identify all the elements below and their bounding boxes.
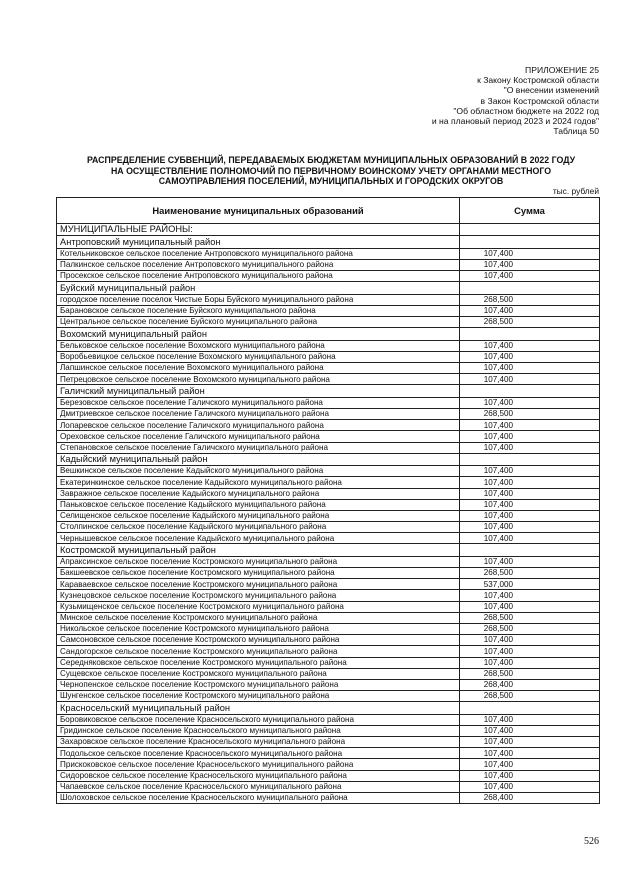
municipality-name-cell: Центральное сельское поселение Буйского муниципального района (57, 317, 460, 328)
amount-cell: 107,400 (460, 725, 600, 736)
municipality-name-cell: Захаровское сельское поселение Красносельского муниципального района (57, 737, 460, 748)
municipality-name-cell: Палкинское сельское поселение Антроповского муниципального района (57, 259, 460, 270)
amount-cell: 107,400 (460, 657, 600, 668)
column-header-name: Наименование муниципальных образований (57, 198, 460, 224)
column-header-amount: Сумма (460, 198, 600, 224)
title-line: РАСПРЕДЕЛЕНИЕ СУБВЕНЦИЙ, ПЕРЕДАВАЕМЫХ БЮДЖЕТАМ МУНИЦИПАЛЬНЫХ ОБРАЗОВАНИЙ В 2022 ГОДУ (86, 155, 576, 165)
amount-cell: 107,400 (460, 305, 600, 316)
subventions-table (56, 197, 600, 804)
amount-cell: 268,500 (460, 691, 600, 702)
municipality-name-cell: Самсоновское сельское поселение Костромского муниципального района (57, 635, 460, 646)
municipality-name-cell: Селищенское сельское поселение Кадыйского муниципального района (57, 510, 460, 521)
municipality-name-cell: Ореховское сельское поселение Галичского муниципального района (57, 431, 460, 442)
municipality-name-cell: Караваевское сельское поселение Костромского муниципального района (57, 579, 460, 590)
table-row (57, 259, 600, 270)
table-row (57, 510, 600, 521)
amount-cell (460, 544, 600, 556)
municipality-name-cell: Столпинское сельское поселение Кадыйского муниципального района (57, 522, 460, 533)
table-row (57, 568, 600, 579)
municipality-name-cell: Воробьевицкое сельское поселение Вохомского муниципального района (57, 351, 460, 362)
table-row (57, 271, 600, 282)
appendix-line: "О внесении изменений (503, 85, 599, 96)
table-row (57, 533, 600, 544)
table-row (57, 623, 600, 634)
table-row (57, 725, 600, 736)
municipality-name-cell: Паньковское сельское поселение Кадыйского муниципального района (57, 499, 460, 510)
table-row (57, 248, 600, 259)
table-row (57, 374, 600, 385)
municipality-name-cell: Шунгенское сельское поселение Костромского муниципального района (57, 691, 460, 702)
amount-cell: 107,400 (460, 759, 600, 770)
section-row (57, 236, 600, 248)
amount-cell: 107,400 (460, 248, 600, 259)
amount-cell: 268,500 (460, 409, 600, 420)
municipality-name-cell: Сидоровское сельское поселение Красносельского муниципального района (57, 770, 460, 781)
table-row (57, 363, 600, 374)
amount-cell: 268,500 (460, 668, 600, 679)
amount-cell: 537,000 (460, 579, 600, 590)
municipality-name-cell: Степановское сельское поселение Галичского муниципального района (57, 442, 460, 453)
amount-cell: 107,400 (460, 601, 600, 612)
table-row (57, 488, 600, 499)
municipality-name-cell: Березовское сельское поселение Галичского муниципального района (57, 397, 460, 408)
municipality-name-cell: Кузнецовское сельское поселение Костромского муниципального района (57, 590, 460, 601)
amount-cell: 107,400 (460, 781, 600, 792)
table-row (57, 646, 600, 657)
municipality-name-cell: Петрецовское сельское поселение Вохомского муниципального района (57, 374, 460, 385)
section-row (57, 224, 600, 236)
municipality-name-cell: Котельниковское сельское поселение Антроповского муниципального района (57, 248, 460, 259)
amount-cell: 107,400 (460, 590, 600, 601)
appendix-line: ПРИЛОЖЕНИЕ 25 (525, 65, 599, 75)
table-body (57, 224, 600, 804)
units-label: тыс. рублей (552, 186, 599, 196)
municipality-name-cell: Прискоковское сельское поселение Красносельского муниципального района (57, 759, 460, 770)
table-row (57, 590, 600, 601)
amount-cell: 107,400 (460, 714, 600, 725)
amount-cell: 107,400 (460, 770, 600, 781)
table-row (57, 714, 600, 725)
section-row (57, 385, 600, 397)
table-row (57, 657, 600, 668)
table-row (57, 499, 600, 510)
table-row (57, 748, 600, 759)
table-row (57, 431, 600, 442)
section-name-cell: Буйский муниципальный район (57, 282, 460, 294)
amount-cell (460, 224, 600, 236)
amount-cell (460, 236, 600, 248)
amount-cell: 107,400 (460, 420, 600, 431)
section-row (57, 328, 600, 340)
amount-cell: 107,400 (460, 442, 600, 453)
table-row (57, 294, 600, 305)
amount-cell: 107,400 (460, 466, 600, 477)
amount-cell: 107,400 (460, 340, 600, 351)
amount-cell: 107,400 (460, 635, 600, 646)
table-row (57, 635, 600, 646)
amount-cell: 268,500 (460, 612, 600, 623)
amount-cell: 268,500 (460, 623, 600, 634)
amount-cell: 107,400 (460, 533, 600, 544)
amount-cell: 268,400 (460, 793, 600, 804)
table-row (57, 466, 600, 477)
amount-cell: 107,400 (460, 431, 600, 442)
amount-cell: 107,400 (460, 363, 600, 374)
municipality-name-cell: Подольское сельское поселение Красносельского муниципального района (57, 748, 460, 759)
amount-cell: 268,500 (460, 317, 600, 328)
appendix-line: и на плановый период 2023 и 2024 годов" (431, 116, 599, 127)
table-header-row (57, 198, 600, 224)
document-title (56, 155, 606, 187)
amount-cell (460, 385, 600, 397)
page-number: 526 (584, 836, 599, 847)
amount-cell: 107,400 (460, 259, 600, 270)
amount-cell: 107,400 (460, 737, 600, 748)
table-row (57, 770, 600, 781)
section-name-cell: МУНИЦИПАЛЬНЫЕ РАЙОНЫ: (57, 224, 460, 236)
table-row (57, 305, 600, 316)
table-row (57, 397, 600, 408)
amount-cell: 107,400 (460, 499, 600, 510)
municipality-name-cell: городское поселение поселок Чистые Боры Буйского муниципального района (57, 294, 460, 305)
municipality-name-cell: Шолоховское сельское поселение Красносельского муниципального района (57, 793, 460, 804)
municipality-name-cell: Кузьмищенское сельское поселение Костромского муниципального района (57, 601, 460, 612)
amount-cell: 107,400 (460, 748, 600, 759)
municipality-name-cell: Вешкинское сельское поселение Кадыйского муниципального района (57, 466, 460, 477)
municipality-name-cell: Екатеринкинское сельское поселение Кадыйского муниципального района (57, 477, 460, 488)
amount-cell (460, 453, 600, 465)
table-row (57, 420, 600, 431)
municipality-name-cell: Лопаревское сельское поселение Галичского муниципального района (57, 420, 460, 431)
municipality-name-cell: Боровиковское сельское поселение Красносельского муниципального района (57, 714, 460, 725)
municipality-name-cell: Середняковское сельское поселение Костромского муниципального района (57, 657, 460, 668)
table-row (57, 793, 600, 804)
table-row (57, 691, 600, 702)
appendix-line: к Закону Костромской области (477, 75, 599, 86)
amount-cell (460, 702, 600, 714)
amount-cell: 268,500 (460, 294, 600, 305)
section-name-cell: Красносельский муниципальный район (57, 702, 460, 714)
municipality-name-cell: Чапаевское сельское поселение Красносельского муниципального района (57, 781, 460, 792)
table-row (57, 781, 600, 792)
municipality-name-cell: Лапшинское сельское поселение Вохомского муниципального района (57, 363, 460, 374)
amount-cell (460, 328, 600, 340)
table-row (57, 679, 600, 690)
table-row (57, 556, 600, 567)
amount-cell (460, 282, 600, 294)
table-number: Таблица 50 (553, 126, 599, 137)
table-row (57, 579, 600, 590)
municipality-name-cell: Минское сельское поселение Костромского муниципального района (57, 612, 460, 623)
amount-cell: 268,500 (460, 568, 600, 579)
section-name-cell: Костромской муниципальный район (57, 544, 460, 556)
section-row (57, 282, 600, 294)
amount-cell: 107,400 (460, 510, 600, 521)
table-row (57, 351, 600, 362)
section-row (57, 702, 600, 714)
municipality-name-cell: Дмитриевское сельское поселение Галичского муниципального района (57, 409, 460, 420)
table-row (57, 340, 600, 351)
amount-cell: 107,400 (460, 646, 600, 657)
table-row (57, 601, 600, 612)
municipality-name-cell: Чернопенское сельское поселение Костромского муниципального района (57, 679, 460, 690)
amount-cell: 107,400 (460, 374, 600, 385)
table-row (57, 409, 600, 420)
municipality-name-cell: Барановское сельское поселение Буйского муниципального района (57, 305, 460, 316)
table-row (57, 668, 600, 679)
municipality-name-cell: Бакшеевское сельское поселение Костромского муниципального района (57, 568, 460, 579)
table-row (57, 522, 600, 533)
amount-cell: 107,400 (460, 271, 600, 282)
section-name-cell: Кадыйский муниципальный район (57, 453, 460, 465)
municipality-name-cell: Просекское сельское поселение Антроповского муниципального района (57, 271, 460, 282)
table-row (57, 759, 600, 770)
title-line: НА ОСУЩЕСТВЛЕНИЕ ПОЛНОМОЧИЙ ПО ПЕРВИЧНОМУ ВОИНСКОМУ УЧЕТУ ОРГАНАМИ МЕСТНОГО (110, 165, 552, 176)
municipality-name-cell: Никольское сельское поселение Костромского муниципального района (57, 623, 460, 634)
appendix-header (299, 65, 599, 136)
amount-cell: 107,400 (460, 522, 600, 533)
section-name-cell: Галичский муниципальный район (57, 385, 460, 397)
table-row (57, 477, 600, 488)
section-row (57, 544, 600, 556)
municipality-name-cell: Сущевское сельское поселение Костромского муниципального района (57, 668, 460, 679)
amount-cell: 107,400 (460, 477, 600, 488)
municipality-name-cell: Завражное сельское поселение Кадыйского муниципального района (57, 488, 460, 499)
table-row (57, 442, 600, 453)
municipality-name-cell: Чернышевское сельское поселение Кадыйского муниципального района (57, 533, 460, 544)
amount-cell: 268,400 (460, 679, 600, 690)
appendix-line: в Закон Костромской области (480, 95, 599, 106)
amount-cell: 107,400 (460, 351, 600, 362)
table-row (57, 737, 600, 748)
amount-cell: 107,400 (460, 488, 600, 499)
municipality-name-cell: Сандогорское сельское поселение Костромского муниципального района (57, 646, 460, 657)
table-row (57, 612, 600, 623)
section-row (57, 453, 600, 465)
municipality-name-cell: Бельковское сельское поселение Вохомского муниципального района (57, 340, 460, 351)
amount-cell: 107,400 (460, 397, 600, 408)
section-name-cell: Вохомский муниципальный район (57, 328, 460, 340)
municipality-name-cell: Апраксинское сельское поселение Костромского муниципального района (57, 556, 460, 567)
amount-cell: 107,400 (460, 556, 600, 567)
municipality-name-cell: Гридинское сельское поселение Красносельского муниципального района (57, 725, 460, 736)
title-line: САМОУПРАВЛЕНИЯ ПОСЕЛЕНИЙ, МУНИЦИПАЛЬНЫХ И ГОРОДСКИХ ОКРУГОВ (158, 176, 504, 187)
appendix-line: "Об областном бюджете на 2022 год (453, 105, 599, 116)
section-name-cell: Антроповский муниципальный район (57, 236, 460, 248)
table-row (57, 317, 600, 328)
